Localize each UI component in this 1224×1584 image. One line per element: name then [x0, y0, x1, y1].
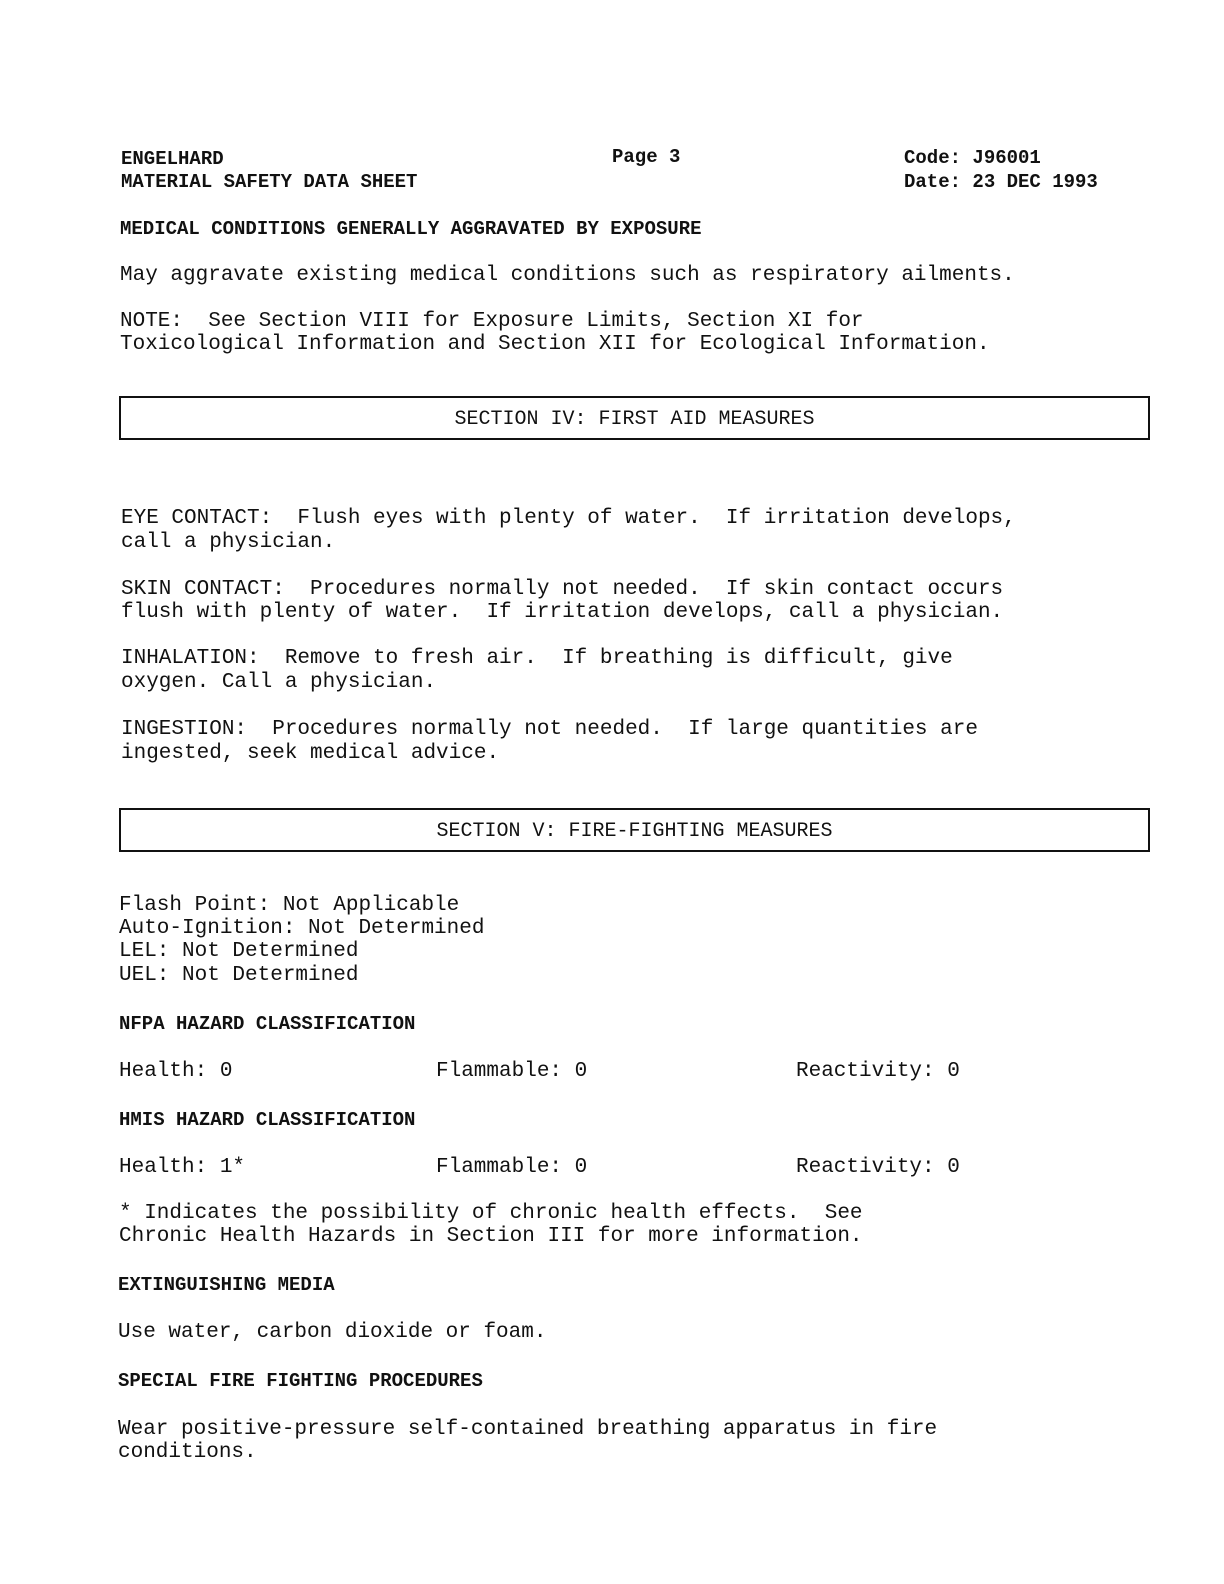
section-iv-title: SECTION IV: FIRST AID MEASURES: [454, 408, 815, 431]
flash-point: Flash Point: Not Applicable: [119, 894, 460, 917]
ingestion-line-1: INGESTION: Procedures normally not needed. If large quantities are: [121, 718, 978, 741]
note-line-1: NOTE: See Section VIII for Exposure Limits, Section XI for: [120, 310, 864, 333]
hmis-heading: HMIS HAZARD CLASSIFICATION: [119, 1109, 416, 1131]
document-type: MATERIAL SAFETY DATA SHEET: [121, 171, 418, 193]
nfpa-health: Health: 0: [119, 1060, 233, 1083]
medical-conditions-heading: MEDICAL CONDITIONS GENERALLY AGGRAVATED BY EXPOSURE: [120, 218, 702, 240]
special-procedures-line-2: conditions.: [118, 1441, 257, 1464]
section-v-header-box: [119, 808, 1150, 852]
page-number: Page 3: [612, 146, 681, 168]
extinguishing-media-text: Use water, carbon dioxide or foam.: [118, 1321, 547, 1344]
special-procedures-line-1: Wear positive-pressure self-contained breathing apparatus in fire: [118, 1418, 938, 1441]
nfpa-heading: NFPA HAZARD CLASSIFICATION: [119, 1013, 416, 1035]
eye-contact-line-1: EYE CONTACT: Flush eyes with plenty of water. If irritation develops,: [121, 507, 1016, 530]
eye-contact-line-2: call a physician.: [121, 531, 336, 554]
special-procedures-heading: SPECIAL FIRE FIGHTING PROCEDURES: [118, 1370, 483, 1392]
note-line-2: Toxicological Information and Section XII for Ecological Information.: [120, 333, 990, 356]
medical-conditions-text: May aggravate existing medical conditions such as respiratory ailments.: [120, 264, 1015, 287]
inhalation-line-1: INHALATION: Remove to fresh air. If breathing is difficult, give: [121, 647, 953, 670]
document-date: Date: 23 DEC 1993: [904, 171, 1098, 193]
skin-contact-line-1: SKIN CONTACT: Procedures normally not needed. If skin contact occurs: [121, 578, 1004, 601]
nfpa-flammable: Flammable: 0: [436, 1060, 588, 1083]
skin-contact-line-2: flush with plenty of water. If irritation develops, call a physician.: [121, 601, 1004, 624]
hmis-flammable: Flammable: 0: [436, 1156, 588, 1179]
inhalation-line-2: oxygen. Call a physician.: [121, 671, 437, 694]
nfpa-reactivity: Reactivity: 0: [796, 1060, 960, 1083]
section-iv-header-box: [119, 396, 1150, 440]
section-v-title: SECTION V: FIRE-FIGHTING MEASURES: [436, 820, 833, 843]
auto-ignition: Auto-Ignition: Not Determined: [119, 917, 485, 940]
extinguishing-media-heading: EXTINGUISHING MEDIA: [118, 1274, 335, 1296]
uel-value: UEL: Not Determined: [119, 964, 359, 987]
company-name: ENGELHARD: [121, 148, 224, 170]
footnote-line-2: Chronic Health Hazards in Section III for more information.: [119, 1225, 863, 1248]
document-code: Code: J96001: [904, 147, 1041, 169]
ingestion-line-2: ingested, seek medical advice.: [121, 742, 500, 765]
footnote-line-1: * Indicates the possibility of chronic health effects. See: [119, 1202, 863, 1225]
lel-value: LEL: Not Determined: [119, 940, 359, 963]
hmis-reactivity: Reactivity: 0: [796, 1156, 960, 1179]
hmis-health: Health: 1*: [119, 1156, 246, 1179]
